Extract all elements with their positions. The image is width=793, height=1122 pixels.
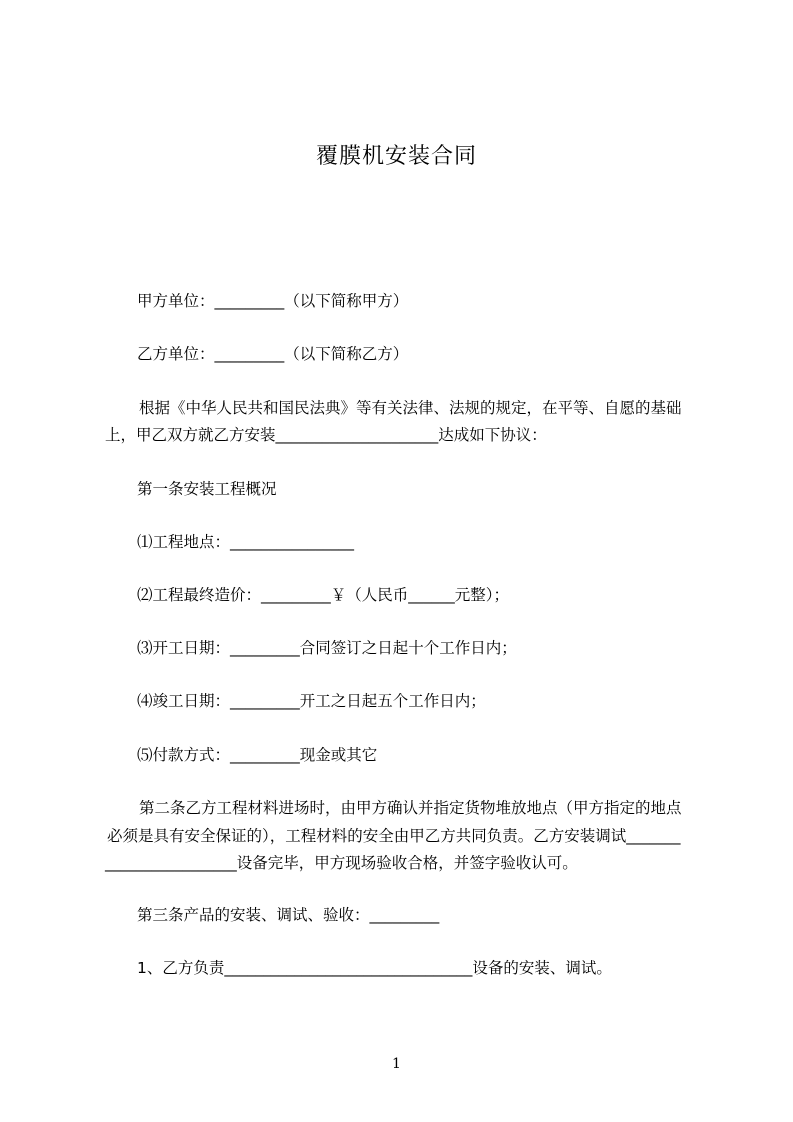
article-2-line-2: 必须是具有安全保证的），工程材料的安全由甲乙方共同负责。乙方安装调试_______ (107, 827, 681, 845)
article-3-item-1: 1、乙方负责________________________________设备的安装、调试。 (137, 959, 612, 977)
article-3-heading: 第三条产品的安装、调试、验收：_________ (137, 906, 440, 924)
page-number: 1 (392, 1056, 401, 1072)
party-b-line: 乙方单位：_________（以下简称乙方） (137, 345, 409, 363)
preamble-line-1: 根据《中华人民共和国民法典》等有关法律、法规的规定，在平等、自愿的基础 (139, 399, 682, 417)
clause-completion-date: ⑷竣工日期：_________开工之日起五个工作日内； (137, 692, 486, 710)
document-title: 覆膜机安装合同 (315, 144, 477, 169)
article-2-line-1: 第二条乙方工程材料进场时，由甲方确认并指定货物堆放地点（甲方指定的地点 (139, 799, 682, 817)
clause-payment-method: ⑸付款方式：_________现金或其它 (137, 746, 378, 764)
preamble-line-2: 上，甲乙双方就乙方安装_____________________达成如下协议： (105, 426, 547, 444)
article-1-heading: 第一条安装工程概况 (137, 480, 277, 498)
clause-start-date: ⑶开工日期：_________合同签订之日起十个工作日内； (137, 639, 517, 657)
clause-project-location: ⑴工程地点：________________ (137, 533, 355, 551)
party-a-line: 甲方单位：_________（以下简称甲方） (137, 292, 409, 310)
clause-project-cost: ⑵工程最终造价：_________￥（人民币______元整）； (137, 586, 510, 604)
article-2-line-3: _________________设备完毕，甲方现场验收合格，并签字验收认可。 (105, 854, 578, 872)
